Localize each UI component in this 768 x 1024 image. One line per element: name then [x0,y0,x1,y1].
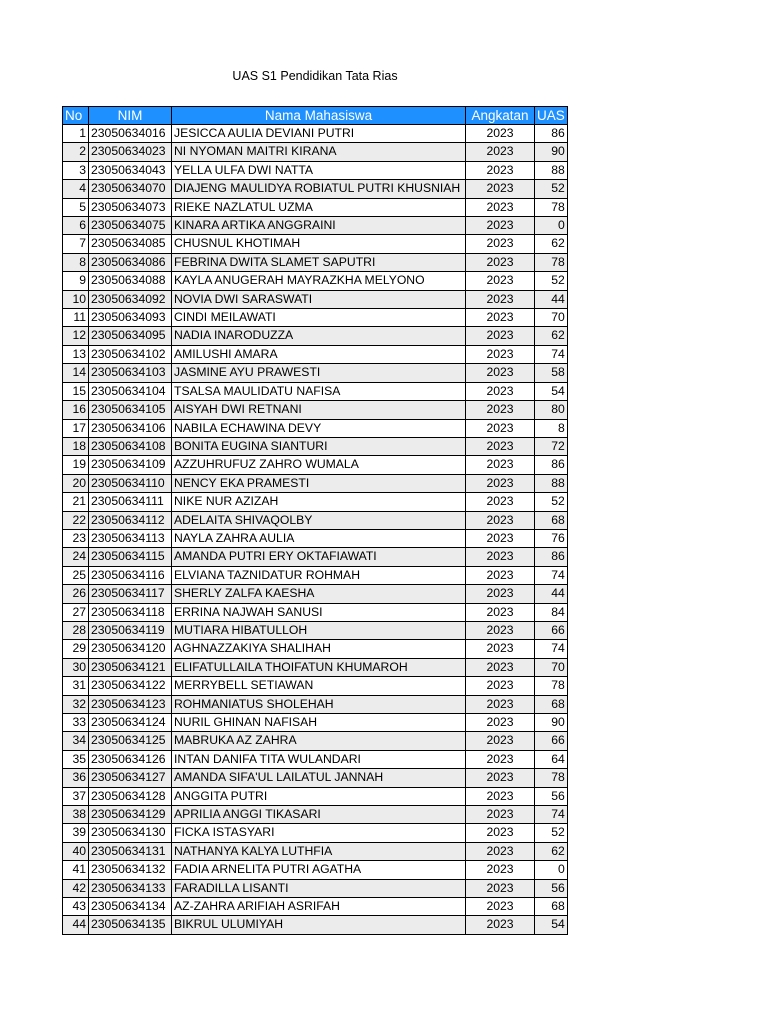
cell-no: 9 [63,272,89,290]
cell-no: 8 [63,253,89,271]
cell-uas: 52 [535,493,568,511]
cell-nim: 23050634113 [89,529,172,547]
table-row [63,750,568,768]
table-row [63,621,568,639]
cell-no: 42 [63,879,89,897]
cell-uas: 44 [535,585,568,603]
cell-nama: ERRINA NAJWAH SANUSI [172,603,466,621]
table-header-row [63,107,568,125]
table-body [63,125,568,935]
cell-angkatan: 2023 [466,529,535,547]
cell-no: 34 [63,732,89,750]
cell-angkatan: 2023 [466,621,535,639]
cell-no: 37 [63,787,89,805]
cell-nim: 23050634111 [89,493,172,511]
cell-no: 32 [63,695,89,713]
table-row [63,474,568,492]
table-row [63,161,568,179]
cell-nama: AGHNAZZAKIYA SHALIHAH [172,640,466,658]
table-row [63,787,568,805]
cell-uas: 72 [535,437,568,455]
cell-nim: 23050634116 [89,566,172,584]
cell-uas: 0 [535,217,568,235]
cell-uas: 66 [535,621,568,639]
cell-nama: JASMINE AYU PRAWESTI [172,364,466,382]
cell-angkatan: 2023 [466,217,535,235]
cell-nama: ADELAITA SHIVAQOLBY [172,511,466,529]
cell-nama: BONITA EUGINA SIANTURI [172,437,466,455]
cell-no: 14 [63,364,89,382]
cell-nama: NAYLA ZAHRA AULIA [172,529,466,547]
cell-angkatan: 2023 [466,548,535,566]
cell-uas: 56 [535,879,568,897]
cell-angkatan: 2023 [466,419,535,437]
cell-nim: 23050634124 [89,714,172,732]
table-row [63,309,568,327]
cell-nim: 23050634016 [89,125,172,143]
cell-nim: 23050634128 [89,787,172,805]
cell-nama: FICKA ISTASYARI [172,824,466,842]
cell-nama: NIKE NUR AZIZAH [172,493,466,511]
cell-angkatan: 2023 [466,714,535,732]
cell-angkatan: 2023 [466,603,535,621]
cell-nim: 23050634108 [89,437,172,455]
cell-no: 39 [63,824,89,842]
cell-angkatan: 2023 [466,437,535,455]
table-row [63,769,568,787]
table-row [63,842,568,860]
cell-no: 25 [63,566,89,584]
cell-no: 28 [63,621,89,639]
cell-no: 6 [63,217,89,235]
cell-nim: 23050634093 [89,309,172,327]
table-row [63,198,568,216]
cell-angkatan: 2023 [466,566,535,584]
cell-angkatan: 2023 [466,253,535,271]
cell-no: 20 [63,474,89,492]
cell-nama: MUTIARA HIBATULLOH [172,621,466,639]
table-row [63,419,568,437]
cell-no: 19 [63,456,89,474]
table-row [63,640,568,658]
table-row [63,529,568,547]
cell-uas: 58 [535,364,568,382]
cell-angkatan: 2023 [466,235,535,253]
cell-angkatan: 2023 [466,750,535,768]
cell-nama: MABRUKA AZ ZAHRA [172,732,466,750]
cell-nim: 23050634133 [89,879,172,897]
cell-nama: RIEKE NAZLATUL UZMA [172,198,466,216]
cell-nama: JESICCA AULIA DEVIANI PUTRI [172,125,466,143]
cell-angkatan: 2023 [466,290,535,308]
cell-angkatan: 2023 [466,879,535,897]
table-row [63,824,568,842]
cell-nama: NENCY EKA PRAMESTI [172,474,466,492]
cell-uas: 88 [535,474,568,492]
table-row [63,217,568,235]
cell-nim: 23050634119 [89,621,172,639]
cell-no: 5 [63,198,89,216]
table-row [63,732,568,750]
cell-nim: 23050634122 [89,677,172,695]
cell-uas: 44 [535,290,568,308]
table-row [63,566,568,584]
cell-uas: 68 [535,695,568,713]
cell-nim: 23050634130 [89,824,172,842]
cell-nama: MERRYBELL SETIAWAN [172,677,466,695]
cell-uas: 70 [535,309,568,327]
cell-angkatan: 2023 [466,180,535,198]
cell-angkatan: 2023 [466,732,535,750]
cell-nim: 23050634121 [89,658,172,676]
cell-no: 10 [63,290,89,308]
cell-no: 22 [63,511,89,529]
cell-no: 23 [63,529,89,547]
cell-nama: DIAJENG MAULIDYA ROBIATUL PUTRI KHUSNIAH [172,180,466,198]
table-row [63,345,568,363]
table-row [63,180,568,198]
cell-no: 21 [63,493,89,511]
cell-uas: 80 [535,401,568,419]
table-row [63,364,568,382]
cell-uas: 74 [535,640,568,658]
cell-uas: 78 [535,253,568,271]
cell-nama: ROHMANIATUS SHOLEHAH [172,695,466,713]
cell-angkatan: 2023 [466,143,535,161]
cell-uas: 62 [535,842,568,860]
cell-uas: 88 [535,161,568,179]
header-nim: NIM [89,107,172,125]
cell-uas: 54 [535,382,568,400]
table-row [63,125,568,143]
cell-nama: AZZUHRUFUZ ZAHRO WUMALA [172,456,466,474]
cell-nama: CINDI MEILAWATI [172,309,466,327]
cell-nim: 23050634127 [89,769,172,787]
cell-nama: NATHANYA KALYA LUTHFIA [172,842,466,860]
table-row [63,603,568,621]
cell-nama: ELVIANA TAZNIDATUR ROHMAH [172,566,466,584]
cell-uas: 54 [535,916,568,934]
cell-angkatan: 2023 [466,861,535,879]
cell-angkatan: 2023 [466,787,535,805]
cell-angkatan: 2023 [466,364,535,382]
table-row [63,456,568,474]
cell-angkatan: 2023 [466,916,535,934]
cell-uas: 78 [535,677,568,695]
cell-angkatan: 2023 [466,198,535,216]
cell-nim: 23050634135 [89,916,172,934]
table-row [63,493,568,511]
cell-no: 16 [63,401,89,419]
cell-no: 17 [63,419,89,437]
cell-no: 26 [63,585,89,603]
cell-nim: 23050634125 [89,732,172,750]
cell-angkatan: 2023 [466,309,535,327]
cell-nama: APRILIA ANGGI TIKASARI [172,806,466,824]
cell-nama: AISYAH DWI RETNANI [172,401,466,419]
cell-nama: BIKRUL ULUMIYAH [172,916,466,934]
cell-uas: 52 [535,180,568,198]
cell-angkatan: 2023 [466,585,535,603]
cell-angkatan: 2023 [466,382,535,400]
cell-nama: FADIA ARNELITA PUTRI AGATHA [172,861,466,879]
cell-angkatan: 2023 [466,806,535,824]
table-row [63,143,568,161]
cell-no: 15 [63,382,89,400]
cell-uas: 74 [535,806,568,824]
cell-nama: NOVIA DWI SARASWATI [172,290,466,308]
cell-nim: 23050634085 [89,235,172,253]
cell-no: 29 [63,640,89,658]
cell-angkatan: 2023 [466,695,535,713]
table-row [63,437,568,455]
cell-no: 35 [63,750,89,768]
cell-nim: 23050634120 [89,640,172,658]
cell-nim: 23050634088 [89,272,172,290]
table-row [63,290,568,308]
cell-uas: 68 [535,511,568,529]
cell-uas: 90 [535,714,568,732]
cell-nim: 23050634086 [89,253,172,271]
cell-no: 13 [63,345,89,363]
cell-angkatan: 2023 [466,493,535,511]
cell-angkatan: 2023 [466,769,535,787]
table-row [63,677,568,695]
cell-no: 3 [63,161,89,179]
cell-nim: 23050634118 [89,603,172,621]
cell-nim: 23050634109 [89,456,172,474]
cell-nama: KINARA ARTIKA ANGGRAINI [172,217,466,235]
table-row [63,327,568,345]
cell-nim: 23050634023 [89,143,172,161]
cell-nim: 23050634103 [89,364,172,382]
cell-nama: KAYLA ANUGERAH MAYRAZKHA MELYONO [172,272,466,290]
table-row [63,272,568,290]
page-title: UAS S1 Pendidikan Tata Rias [232,69,398,83]
cell-uas: 68 [535,898,568,916]
cell-angkatan: 2023 [466,640,535,658]
table-row [63,253,568,271]
cell-nama: NABILA ECHAWINA DEVY [172,419,466,437]
table-row [63,511,568,529]
cell-angkatan: 2023 [466,474,535,492]
table-row [63,879,568,897]
cell-uas: 76 [535,529,568,547]
cell-angkatan: 2023 [466,677,535,695]
cell-nim: 23050634126 [89,750,172,768]
cell-nama: CHUSNUL KHOTIMAH [172,235,466,253]
header-no: No [63,107,89,125]
cell-nama: FARADILLA LISANTI [172,879,466,897]
cell-nama: FEBRINA DWITA SLAMET SAPUTRI [172,253,466,271]
table-row [63,585,568,603]
cell-angkatan: 2023 [466,456,535,474]
cell-no: 4 [63,180,89,198]
cell-nama: ELIFATULLAILA THOIFATUN KHUMAROH [172,658,466,676]
cell-angkatan: 2023 [466,161,535,179]
cell-nama: NADIA INARODUZZA [172,327,466,345]
cell-nama: NURIL GHINAN NAFISAH [172,714,466,732]
cell-uas: 86 [535,548,568,566]
cell-angkatan: 2023 [466,272,535,290]
cell-nim: 23050634104 [89,382,172,400]
cell-no: 11 [63,309,89,327]
cell-uas: 62 [535,235,568,253]
cell-uas: 8 [535,419,568,437]
cell-uas: 70 [535,658,568,676]
cell-angkatan: 2023 [466,824,535,842]
table-row [63,401,568,419]
table-row [63,695,568,713]
cell-nim: 23050634043 [89,161,172,179]
table-row [63,382,568,400]
cell-no: 33 [63,714,89,732]
cell-nim: 23050634131 [89,842,172,860]
cell-uas: 86 [535,456,568,474]
cell-uas: 78 [535,198,568,216]
cell-uas: 66 [535,732,568,750]
cell-angkatan: 2023 [466,345,535,363]
cell-no: 1 [63,125,89,143]
cell-nim: 23050634132 [89,861,172,879]
cell-nim: 23050634092 [89,290,172,308]
cell-no: 38 [63,806,89,824]
cell-uas: 0 [535,861,568,879]
table-row [63,714,568,732]
cell-uas: 62 [535,327,568,345]
cell-no: 2 [63,143,89,161]
cell-uas: 56 [535,787,568,805]
cell-angkatan: 2023 [466,658,535,676]
table-row [63,658,568,676]
cell-nim: 23050634073 [89,198,172,216]
cell-uas: 90 [535,143,568,161]
cell-no: 27 [63,603,89,621]
cell-nama: SHERLY ZALFA KAESHA [172,585,466,603]
cell-angkatan: 2023 [466,125,535,143]
table-row [63,898,568,916]
cell-uas: 78 [535,769,568,787]
cell-angkatan: 2023 [466,401,535,419]
grades-table [62,106,568,935]
cell-uas: 74 [535,566,568,584]
cell-nim: 23050634123 [89,695,172,713]
cell-nim: 23050634112 [89,511,172,529]
cell-no: 24 [63,548,89,566]
cell-no: 36 [63,769,89,787]
cell-nim: 23050634105 [89,401,172,419]
cell-uas: 84 [535,603,568,621]
cell-no: 40 [63,842,89,860]
cell-uas: 52 [535,824,568,842]
cell-nim: 23050634134 [89,898,172,916]
table-row [63,235,568,253]
cell-nim: 23050634106 [89,419,172,437]
cell-uas: 86 [535,125,568,143]
cell-nama: AZ-ZAHRA ARIFIAH ASRIFAH [172,898,466,916]
table-row [63,916,568,934]
cell-nim: 23050634095 [89,327,172,345]
cell-no: 7 [63,235,89,253]
cell-no: 44 [63,916,89,934]
cell-nama: AMANDA SIFA'UL LAILATUL JANNAH [172,769,466,787]
cell-angkatan: 2023 [466,898,535,916]
cell-nama: AMANDA PUTRI ERY OKTAFIAWATI [172,548,466,566]
cell-nama: AMILUSHI AMARA [172,345,466,363]
cell-uas: 64 [535,750,568,768]
cell-nim: 23050634115 [89,548,172,566]
header-angkatan: Angkatan [466,107,535,125]
table-row [63,861,568,879]
cell-angkatan: 2023 [466,327,535,345]
cell-no: 31 [63,677,89,695]
cell-nim: 23050634129 [89,806,172,824]
header-nama: Nama Mahasiswa [172,107,466,125]
cell-angkatan: 2023 [466,511,535,529]
cell-nama: ANGGITA PUTRI [172,787,466,805]
cell-nama: YELLA ULFA DWI NATTA [172,161,466,179]
cell-nama: INTAN DANIFA TITA WULANDARI [172,750,466,768]
cell-no: 30 [63,658,89,676]
cell-no: 12 [63,327,89,345]
table-row [63,548,568,566]
cell-nim: 23050634075 [89,217,172,235]
cell-nim: 23050634102 [89,345,172,363]
cell-uas: 74 [535,345,568,363]
cell-no: 18 [63,437,89,455]
table-row [63,806,568,824]
cell-nim: 23050634070 [89,180,172,198]
cell-no: 43 [63,898,89,916]
cell-no: 41 [63,861,89,879]
cell-uas: 52 [535,272,568,290]
cell-nama: NI NYOMAN MAITRI KIRANA [172,143,466,161]
cell-nama: TSALSA MAULIDATU NAFISA [172,382,466,400]
cell-nim: 23050634110 [89,474,172,492]
cell-angkatan: 2023 [466,842,535,860]
cell-nim: 23050634117 [89,585,172,603]
header-uas: UAS [535,107,568,125]
